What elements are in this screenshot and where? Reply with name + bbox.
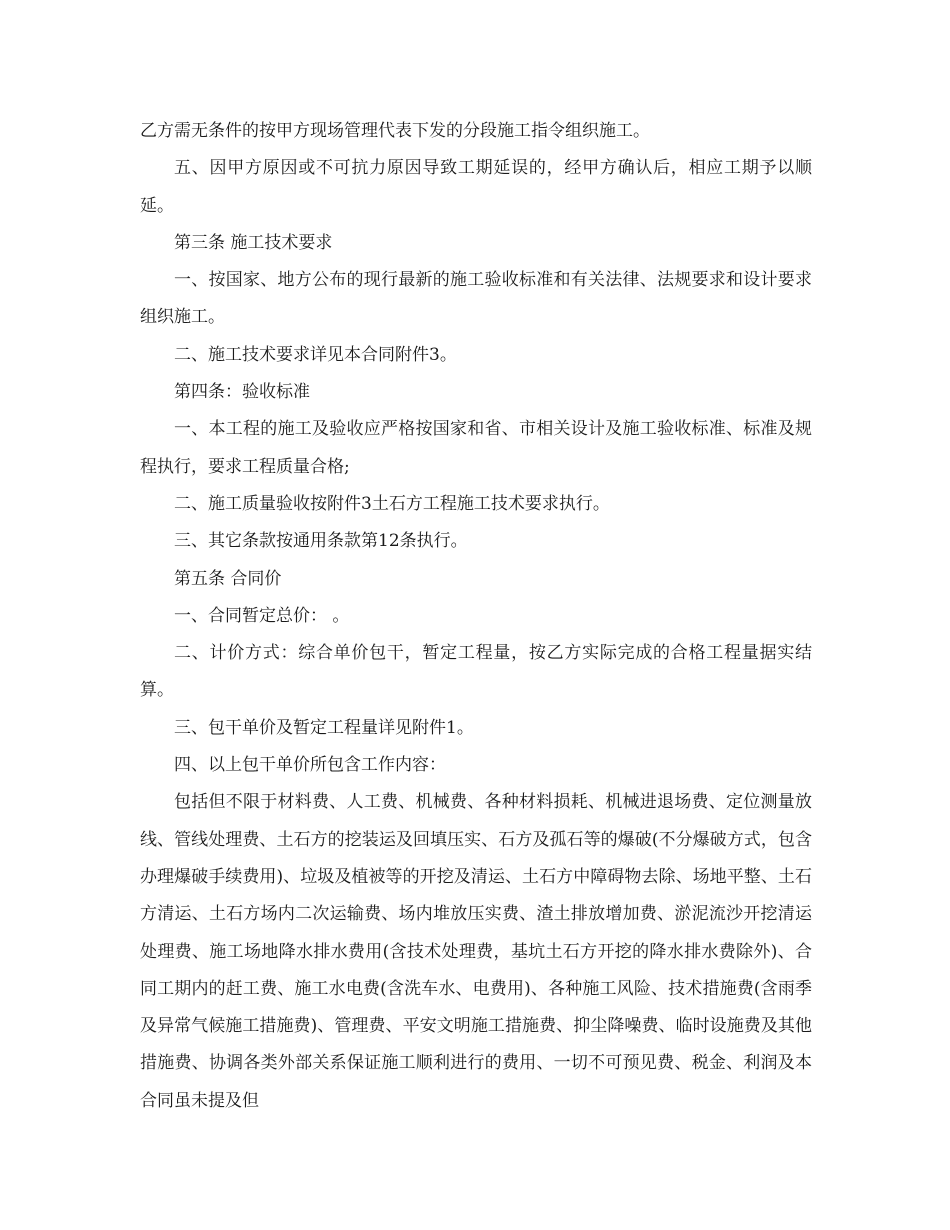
paragraph-13: 三、包干单价及暂定工程量详见附件1。	[174, 717, 474, 738]
paragraph-12: 二、计价方式：综合单价包干，暂定工程量，按乙方实际完成的合格工程量据实结算。	[140, 643, 812, 701]
section-heading-article-4: 第四条：验收标准	[174, 382, 310, 403]
section-heading-article-3: 第三条 施工技术要求	[174, 232, 333, 253]
paragraph-8: 二、施工质量验收按附件3土石方工程施工技术要求执行。	[174, 493, 610, 514]
paragraph-1: 乙方需无条件的按甲方现场管理代表下发的分段施工指令组织施工。	[140, 121, 650, 141]
paragraph-9: 三、其它条款按通用条款第12条执行。	[174, 531, 468, 552]
paragraph-2: 五、因甲方原因或不可抗力原因导致工期延误的，经甲方确认后，相应工期予以顺延。	[140, 158, 812, 216]
section-heading-article-5: 第五条 合同价	[174, 568, 282, 589]
paragraph-5: 二、施工技术要求详见本合同附件3。	[174, 344, 457, 365]
paragraph-4: 一、按国家、地方公布的现行最新的施工验收标准和有关法律、法规要求和设计要求组织施工。	[140, 270, 812, 328]
document-body	[140, 113, 812, 1120]
paragraph-14: 四、以上包干单价所包含工作内容：	[174, 755, 446, 776]
paragraph-7: 一、本工程的施工及验收应严格按国家和省、市相关设计及施工验收标准、标准及规程执行，要求工程质量合格;	[140, 419, 812, 477]
paragraph-11: 一、合同暂定总价： 。	[174, 605, 350, 626]
paragraph-15: 包括但不限于材料费、人工费、机械费、各种材料损耗、机械进退场费、定位测量放线、管线处理费、土石方的挖装运及回填压实、石方及孤石等的爆破(不分爆破方式，包含办理爆破手续费用)、垃圾及植被等的开挖及清运、土石方中障碍物去除、场地平整、土石方清运、土石方场内二次运输费、场内堆放压实费、渣土排放增加费、淤泥流沙开挖清运处理费、施工场地降水排水费用(含技术处理费，基坑土石方开挖的降水排水费除外)、合同工期内的赶工费、施工水电费(含洗车水、电费用)、各种施工风险、技术措施费(含雨季及异常气候施工措施费)、管理费、平安文明施工措施费、抑尘降噪费、临时设施费及其他措施费、协调各类外部关系保证施工顺利进行的费用、一切不可预见费、税金、利润及本合同虽未提及但	[140, 792, 812, 1111]
